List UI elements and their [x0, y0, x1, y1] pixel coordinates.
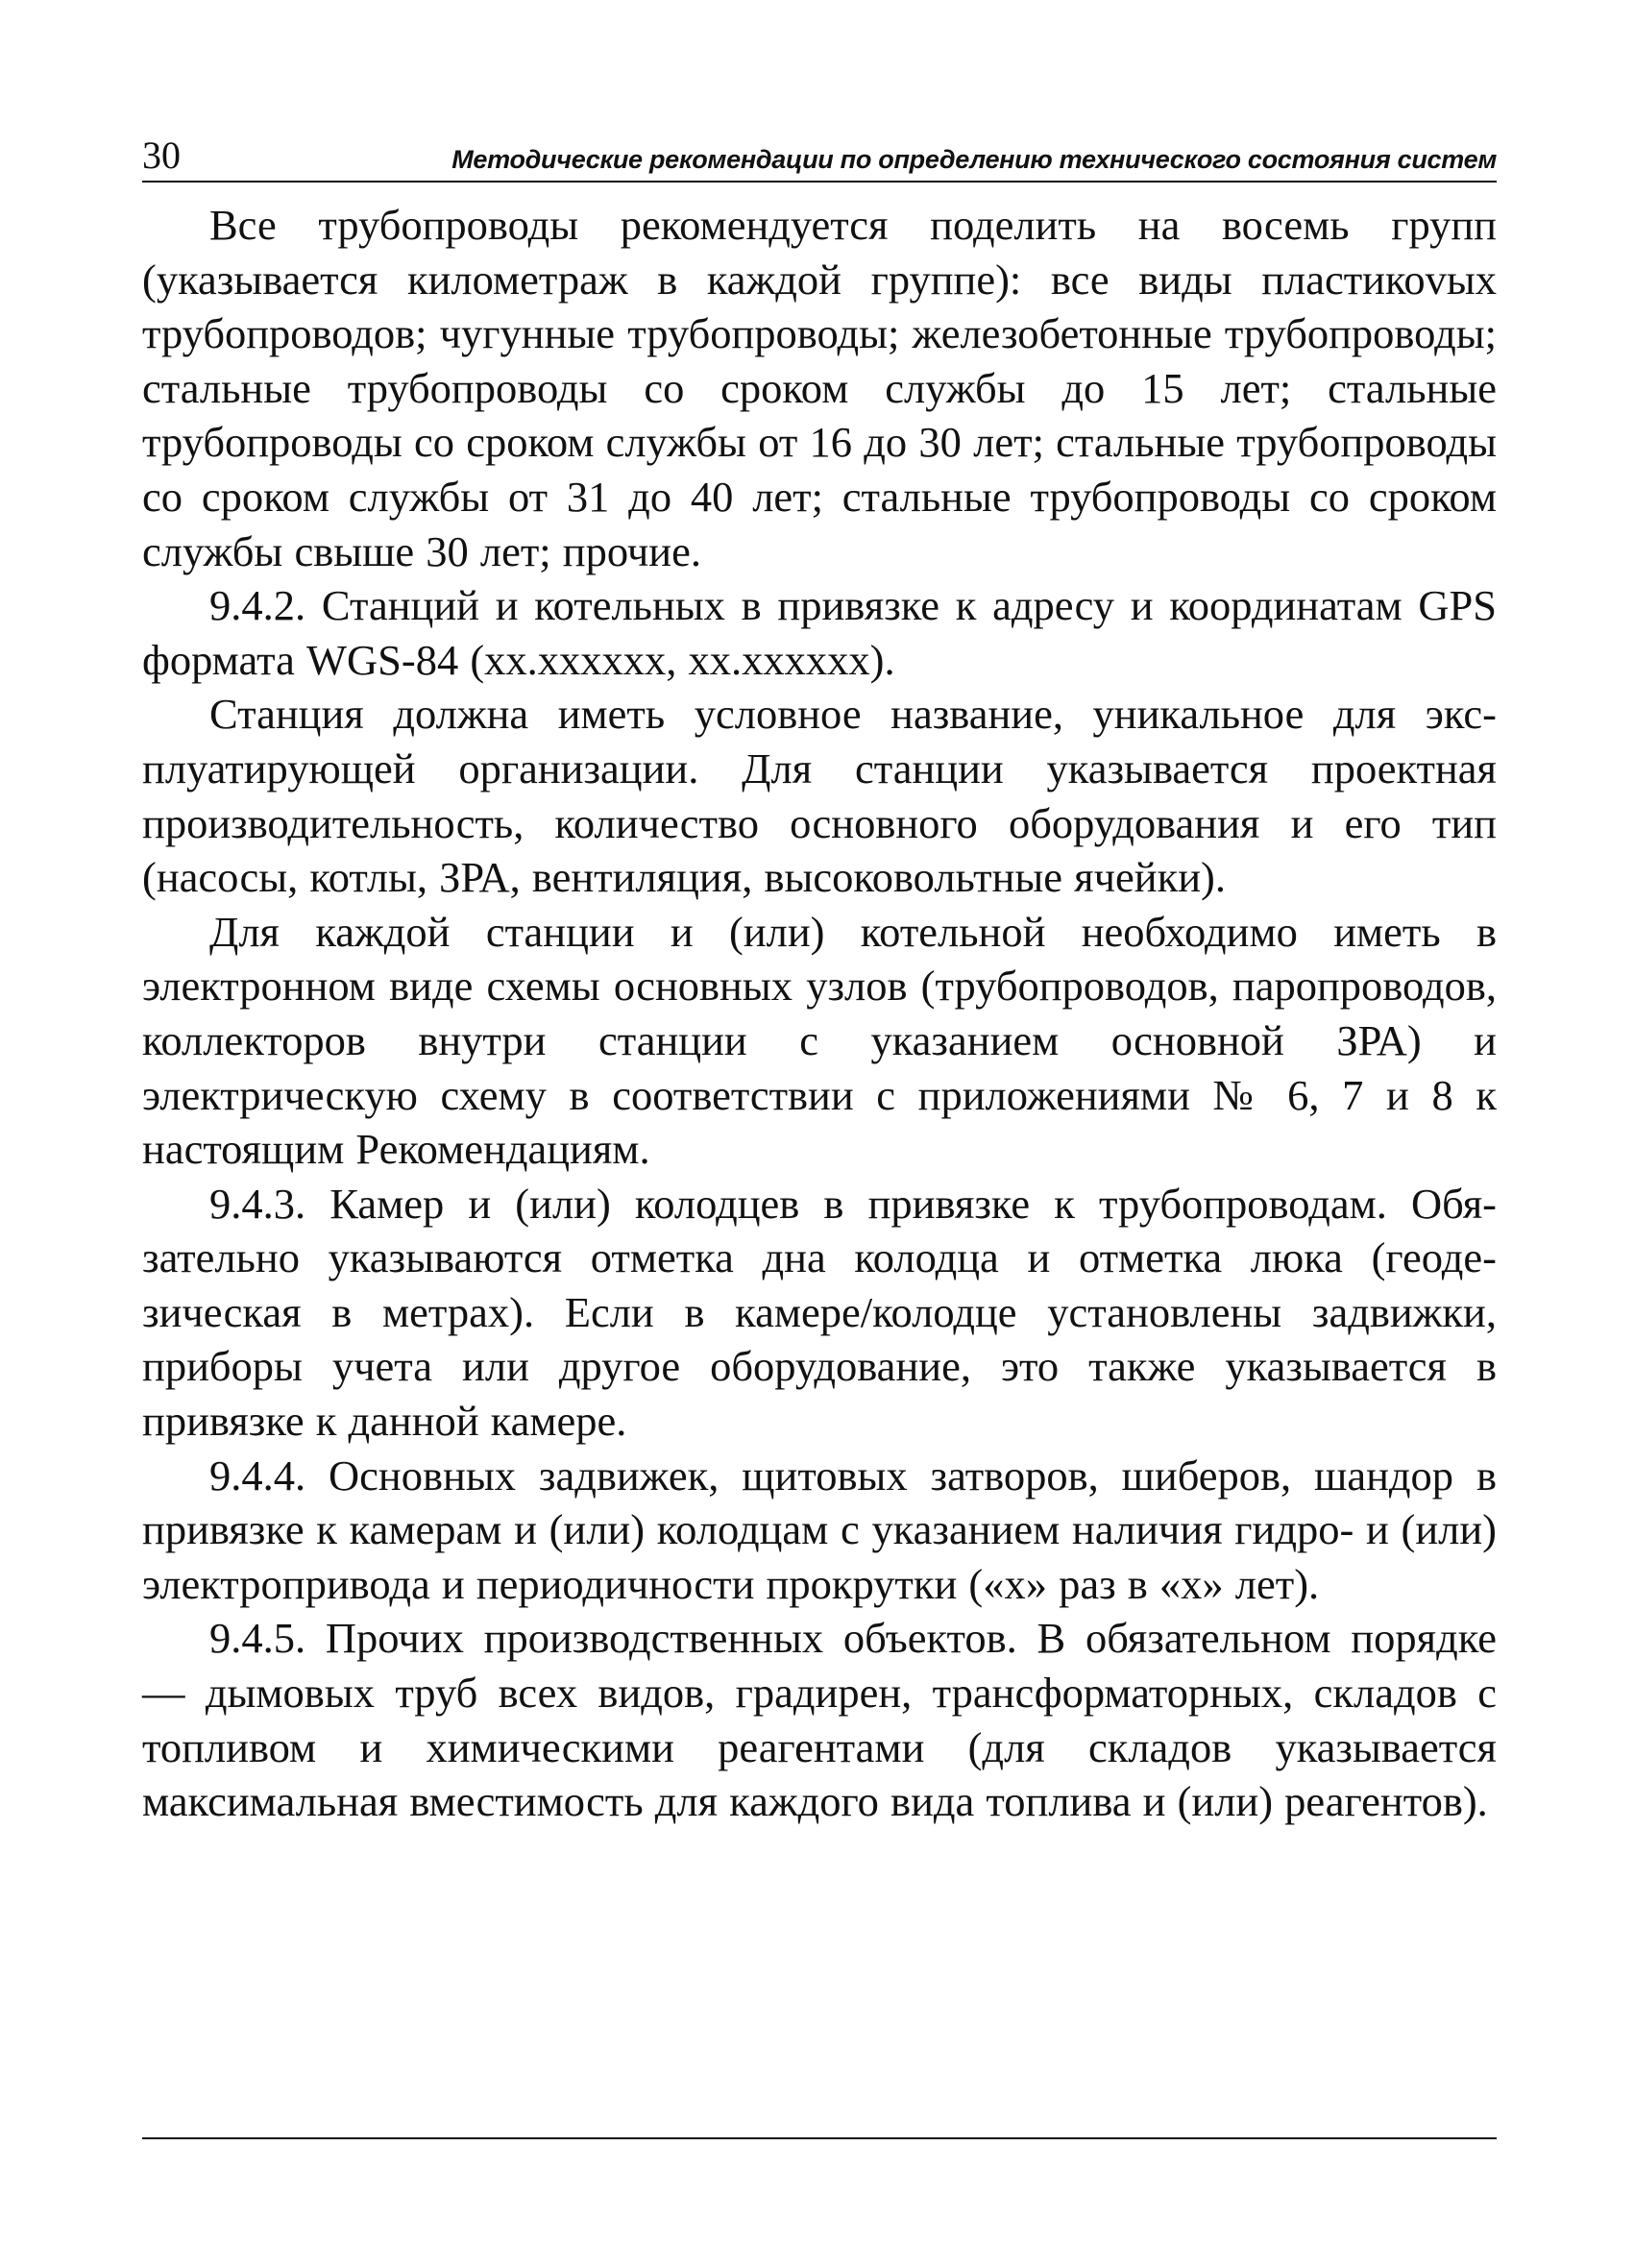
- page-number: 30: [142, 134, 181, 177]
- paragraph-station-name: Станция должна иметь условное название, уникальное для эксплуатирующей организации. Для станции указывается проектная производительность, количество основного оборудования и его тип (насосы, котлы, ЗРА, вентиляция, высоковольтные ячейки).: [142, 690, 1497, 902]
- footer-divider: [142, 2137, 1497, 2139]
- paragraph-9-4-4: 9.4.4. Основных задвижек, щитовых затворов, шиберов, шандор в привязке к камерам и (или) колодцам с указанием наличия гидро- и (или) электропривода и периодичности прокрутки («x» раз в «x» лет).: [142, 1451, 1497, 1608]
- paragraph-9-4-5: 9.4.5. Прочих производственных объектов. В обязательном порядке — дымовых труб всех видов, градирен, трансформаторных, складов с топливом и химическими реагентами (для складов указывается максимальная вместимость для каждого вида топлива и (или) реагентов).: [142, 1614, 1497, 1826]
- paragraph-9-4-3: 9.4.3. Камер и (или) колодцев в привязке к трубопроводам. Обязательно указываются отметка дна колодца и отметка люка (геодезическая в метрах). Если в камере/колодце установлены задвижки, приборы учета или другое оборудование, это также указывается в привязке к данной камере.: [142, 1179, 1497, 1446]
- body-text: [142, 198, 1497, 1829]
- running-title: Методические рекомендации по определению технического состояния систем: [451, 145, 1497, 174]
- paragraph-9-4-2: 9.4.2. Станций и котельных в привязке к адресу и координатам GPS формата WGS-84 (xx.xxxxxx, xx.xxxxxx).: [142, 581, 1497, 684]
- page-header: [142, 123, 1497, 183]
- paragraph-pipeline-groups: Все трубопроводы рекомендуется поделить на восемь групп (указывается километраж в каждой группе): все виды пластикоvых трубопроводов; чугунные трубопроводы; железобетонные трубопроводы; стальные трубопроводы со сроком службы до 15 лет; стальные трубопроводы со сроком службы от 16 до 30 лет; стальные трубопроводы со сроком службы от 31 до 40 лет; стальные трубопроводы со сроком службы свыше 30 лет; прочие.: [142, 201, 1497, 575]
- paragraph-station-schemes: Для каждой станции и (или) котельной необходимо иметь в электронном виде схемы основных узлов (трубопроводов, паропроводов, коллекторов внутри станции с указанием основной ЗРА) и электрическую схему в соответствии с приложениями № 6, 7 и 8 к настоящим Рекомендациям.: [142, 907, 1497, 1174]
